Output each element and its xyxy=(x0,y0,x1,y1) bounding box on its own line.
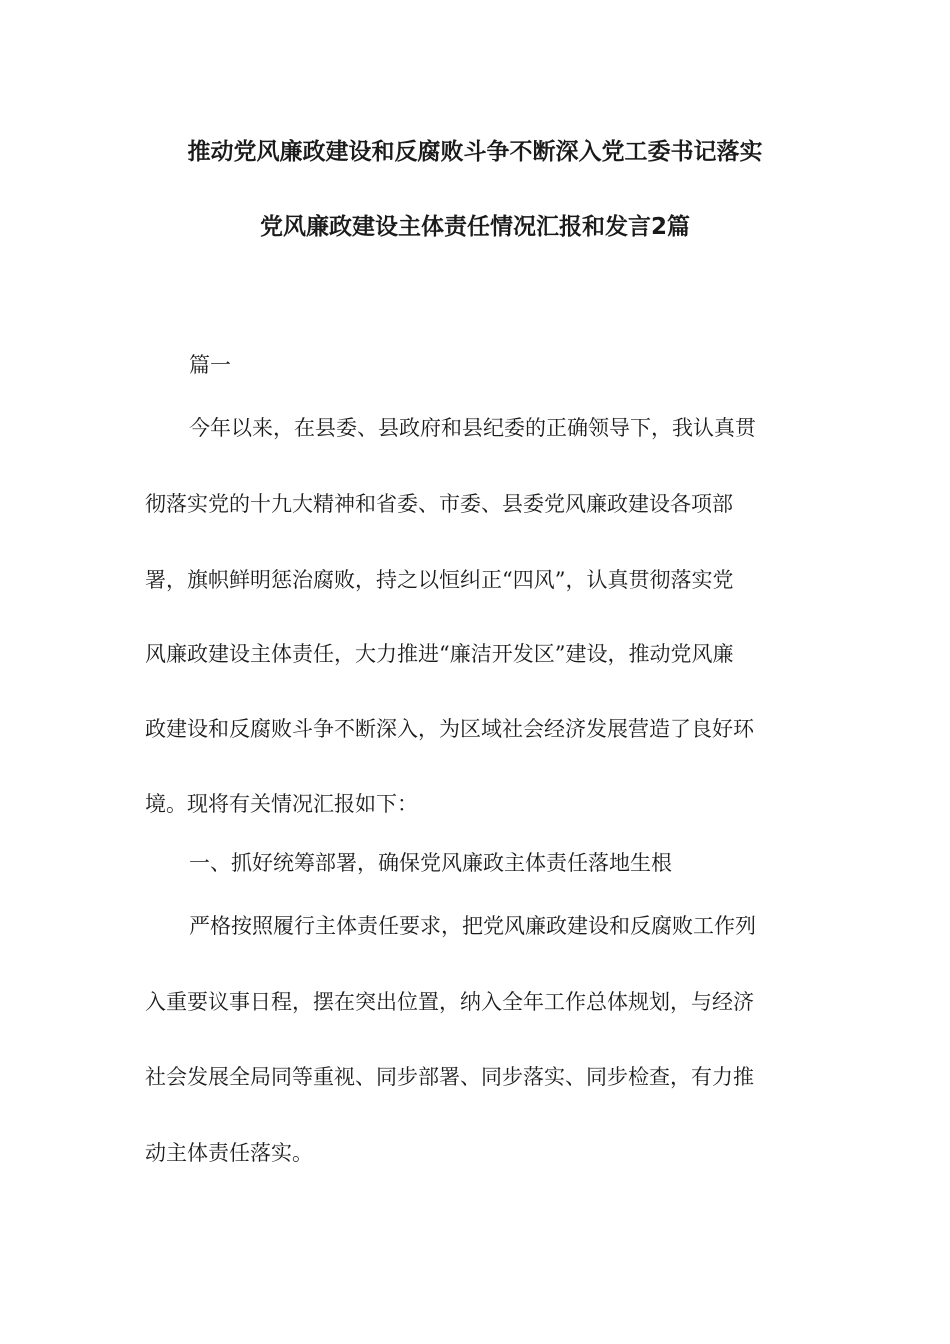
paragraph2-line-2: 入重要议事日程，摆在突出位置，纳入全年工作总体规划，与经济 xyxy=(145,990,754,1014)
document-title-line-2: 党风廉政建设主体责任情况汇报和发言2篇 xyxy=(259,214,690,240)
paragraph1-line-3: 署，旗帜鲜明惩治腐败，持之以恒纠正“四风”，认真贯彻落实党 xyxy=(145,568,734,592)
paragraph2-line-1: 严格按照履行主体责任要求，把党风廉政建设和反腐败工作列 xyxy=(189,914,756,938)
paragraph1-line-2: 彻落实党的十九大精神和省委、市委、县委党风廉政建设各项部 xyxy=(145,492,733,516)
section-heading-1: 一、抓好统筹部署，确保党风廉政主体责任落地生根 xyxy=(189,851,672,875)
section-label: 篇一 xyxy=(189,353,231,377)
paragraph2-line-4: 动主体责任落实。 xyxy=(145,1141,313,1165)
document-title-line-1: 推动党风廉政建设和反腐败斗争不断深入党工委书记落实 xyxy=(187,139,763,165)
paragraph1-line-6: 境。现将有关情况汇报如下： xyxy=(145,792,418,816)
paragraph1-line-5: 政建设和反腐败斗争不断深入，为区域社会经济发展营造了良好环 xyxy=(145,717,754,741)
paragraph1-line-1: 今年以来，在县委、县政府和县纪委的正确领导下，我认真贯 xyxy=(189,416,756,440)
paragraph2-line-3: 社会发展全局同等重视、同步部署、同步落实、同步检查，有力推 xyxy=(145,1065,754,1089)
paragraph1-line-4: 风廉政建设主体责任，大力推进“廉洁开发区”建设，推动党风廉 xyxy=(145,642,734,666)
